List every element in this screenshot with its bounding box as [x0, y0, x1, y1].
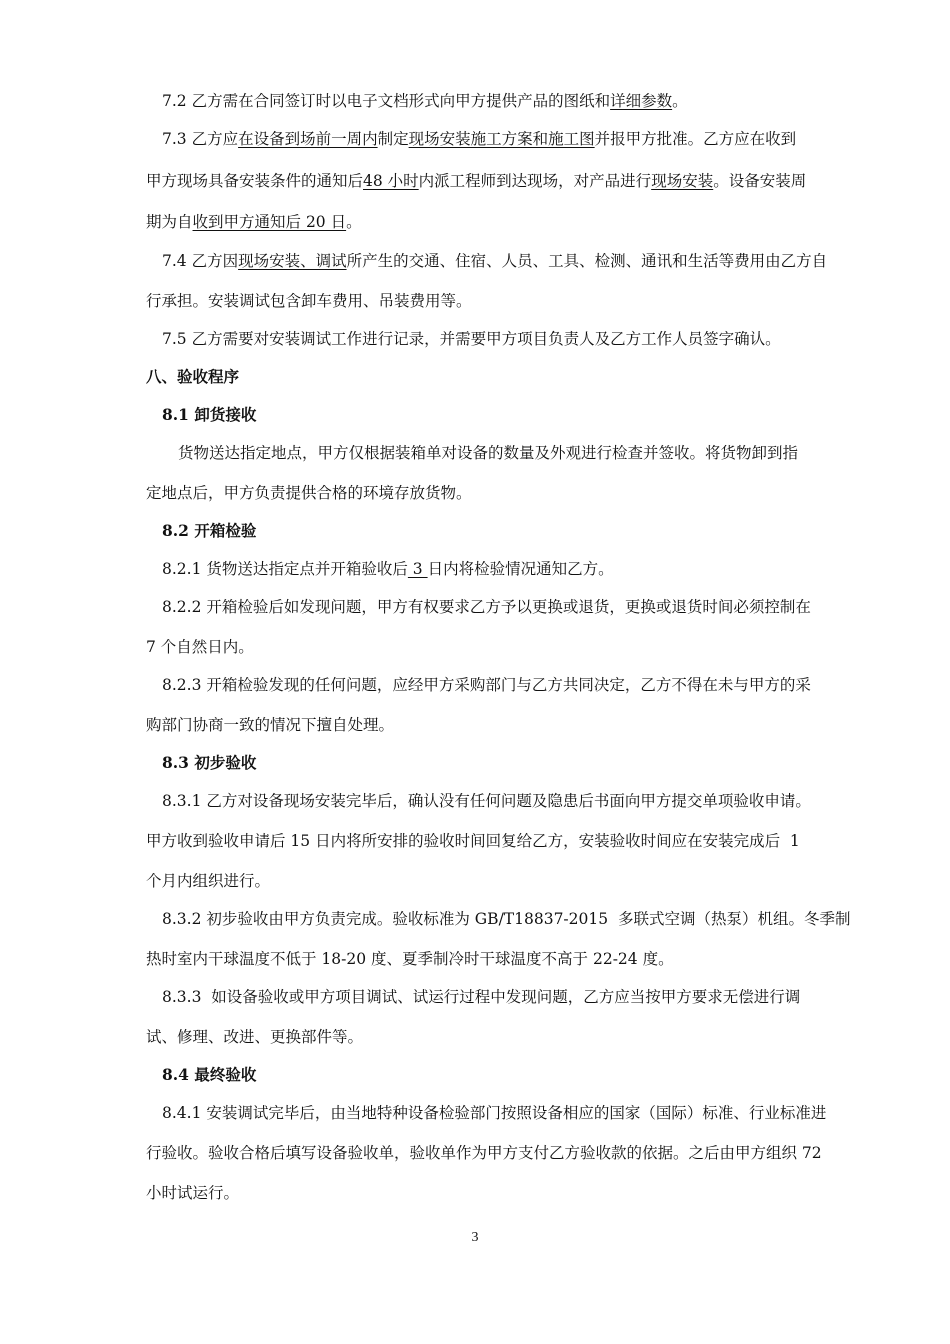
subsection-heading-8-3: 8.3 初步验收	[162, 753, 257, 772]
paragraph-8-3-1-line-2: 甲方收到验收申请后 15 日内将所安排的验收时间回复给乙方，安装验收时间应在安装完成后 1	[146, 832, 800, 850]
underlined-text: 详细参数	[610, 92, 673, 110]
paragraph-8-1: 货物送达指定地点，甲方仅根据装箱单对设备的数量及外观进行检查并签收。将货物卸到指	[178, 444, 799, 462]
paragraph-8-1-line-2: 定地点后，甲方负责提供合格的环境存放货物。	[146, 484, 472, 502]
paragraph-7-5: 7.5 乙方需要对安装调试工作进行记录，并需要甲方项目负责人及乙方工作人员签字确认。	[162, 330, 781, 348]
subsection-heading-8-4: 8.4 最终验收	[162, 1065, 257, 1084]
paragraph-8-2-2-line-2: 7 个自然日内。	[146, 638, 254, 656]
underlined-text: 现场安装施工方案和施工图	[408, 130, 595, 148]
underlined-text: 收到甲方通知后 20 日	[192, 213, 347, 231]
paragraph-8-2-3: 8.2.3 开箱检验发现的任何问题，应经甲方采购部门与乙方共同决定，乙方不得在未与甲方的采	[162, 676, 811, 694]
paragraph-8-3-3-line-2: 试、修理、改进、更换部件等。	[146, 1028, 364, 1046]
underlined-text: 在设备到场前一周内	[238, 130, 378, 148]
paragraph-8-4-1-line-2: 行验收。验收合格后填写设备验收单，验收单作为甲方支付乙方验收款的依据。之后由甲方组织 72	[146, 1144, 822, 1162]
paragraph-8-2-2: 8.2.2 开箱检验后如发现问题，甲方有权要求乙方予以更换或退货，更换或退货时间必须控制在	[162, 598, 811, 616]
paragraph-8-3-3: 8.3.3 如设备验收或甲方项目调试、试运行过程中发现问题，乙方应当按甲方要求无偿进行调	[162, 988, 801, 1006]
paragraph-7-3: 7.3 乙方应在设备到场前一周内制定现场安装施工方案和施工图并报甲方批准。乙方应在收到	[162, 130, 797, 148]
paragraph-8-3-2: 8.3.2 初步验收由甲方负责完成。验收标准为 GB/T18837-2015 多联式空调（热泵）机组。冬季制	[162, 910, 851, 928]
page-number: 3	[471, 1230, 479, 1245]
underlined-text: 现场安装、调试	[238, 252, 347, 270]
subsection-heading-8-1: 8.1 卸货接收	[162, 405, 257, 424]
paragraph-7-4-line-2: 行承担。安装调试包含卸车费用、吊装费用等。	[146, 292, 472, 310]
paragraph-8-3-2-line-2: 热时室内干球温度不低于 18-20 度、夏季制冷时干球温度不高于 22-24 度。	[146, 950, 674, 968]
paragraph-8-4-1-line-3: 小时试运行。	[146, 1184, 240, 1202]
underlined-text: 现场安装	[651, 172, 714, 190]
paragraph-7-3-line-3: 期为自收到甲方通知后 20 日。	[146, 213, 362, 231]
paragraph-7-3-line-2: 甲方现场具备安装条件的通知后48 小时内派工程师到达现场，对产品进行现场安装。设备安装周	[146, 172, 807, 190]
section-heading-8: 八、验收程序	[146, 367, 240, 386]
paragraph-7-4: 7.4 乙方因现场安装、调试所产生的交通、住宿、人员、工具、检测、通讯和生活等费用由乙方自	[162, 252, 828, 270]
paragraph-8-2-1: 8.2.1 货物送达指定点并开箱验收后 3 日内将检验情况通知乙方。	[162, 560, 614, 578]
paragraph-8-3-1: 8.3.1 乙方对设备现场安装完毕后，确认没有任何问题及隐患后书面向甲方提交单项验收申请。	[162, 792, 811, 810]
paragraph-8-2-3-line-2: 购部门协商一致的情况下擅自处理。	[146, 716, 395, 734]
paragraph-7-2: 7.2 乙方需在合同签订时以电子文档形式向甲方提供产品的图纸和详细参数。	[162, 92, 688, 110]
underlined-text: 48 小时	[363, 172, 419, 190]
paragraph-8-3-1-line-3: 个月内组织进行。	[146, 872, 271, 890]
underlined-text: 3	[407, 560, 428, 578]
paragraph-8-4-1: 8.4.1 安装调试完毕后，由当地特种设备检验部门按照设备相应的国家（国际）标准、行业标准进	[162, 1104, 827, 1122]
subsection-heading-8-2: 8.2 开箱检验	[162, 521, 257, 540]
